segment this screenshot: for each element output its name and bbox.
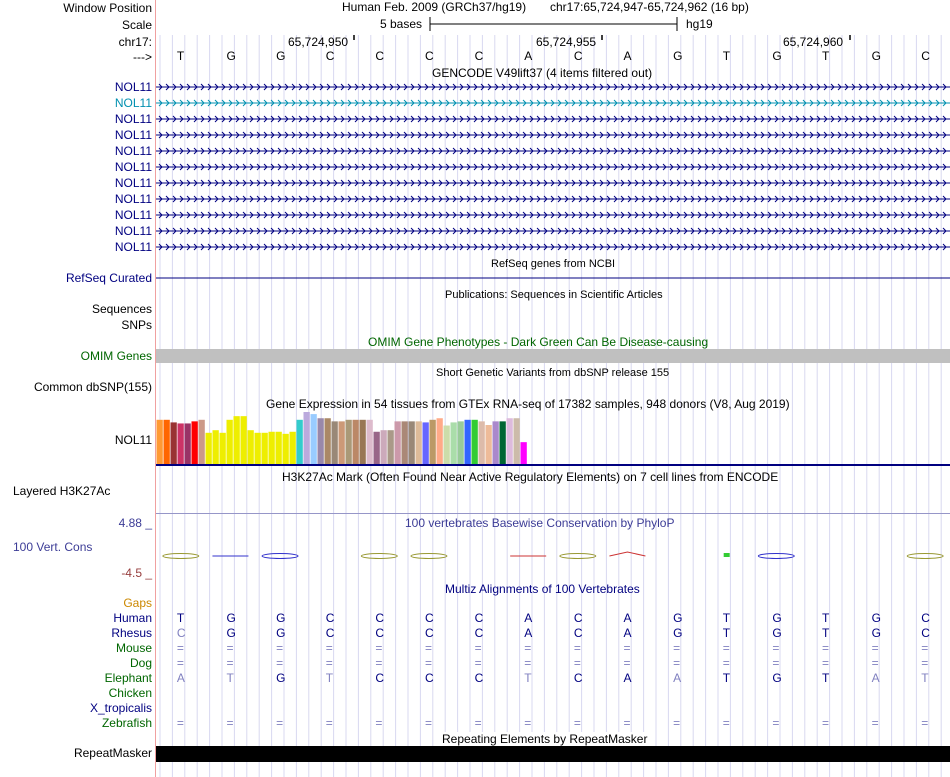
gtex-gene-label[interactable]: NOL11 [114,433,152,447]
alignment-base: = [623,656,631,670]
alignment-base: T [921,671,929,685]
alignment-base: = [871,656,879,670]
gene-label-nol11[interactable]: NOL11 [114,128,152,142]
species-label-chicken: Chicken [108,686,152,700]
repeatmasker-track-title: Repeating Elements by RepeatMasker [442,732,648,746]
tick-label: 65,724,955 [536,35,597,49]
reference-base: C [573,49,583,63]
alignment-base: T [821,626,830,640]
reference-base: A [524,49,533,63]
tick-label: 65,724,960 [783,35,844,49]
alignment-base: = [226,641,234,655]
gene-label-nol11[interactable]: NOL11 [114,176,152,190]
alignment-base: A [623,626,632,640]
alignment-base: = [524,656,532,670]
species-label-zebrafish: Zebrafish [101,716,152,730]
alignment-base: = [673,716,681,730]
window-position-label: Window Position [63,1,152,15]
alignment-base: = [573,716,581,730]
reference-base: G [276,49,286,63]
reference-base: T [176,49,185,63]
alignment-base: T [524,671,532,685]
conservation-max-label: 4.88 _ [118,516,152,530]
alignment-base: C [573,626,583,640]
alignment-base: = [325,641,333,655]
reference-base: G [772,49,782,63]
phylop-track-title: 100 vertebrates Basewise Conservation by PhyloP [405,516,675,530]
omim-track-label[interactable]: OMIM Genes [80,349,152,363]
reference-base: C [474,49,484,63]
alignment-base: C [573,671,583,685]
phylop-mark[interactable] [560,554,596,559]
alignment-base: = [176,656,184,670]
alignment-base: = [375,656,383,670]
phylop-mark[interactable] [411,554,447,559]
phylop-mark[interactable] [724,553,730,557]
alignment-base: T [722,626,731,640]
alignment-base: = [424,656,432,670]
alignment-base: A [623,671,632,685]
gene-label-nol11[interactable]: NOL11 [114,80,152,94]
alignment-base: = [276,656,284,670]
alignment-base: = [474,641,482,655]
alignment-base: A [871,671,880,685]
alignment-base: = [871,716,879,730]
alignment-base: G [276,611,286,625]
alignment-base: A [524,611,533,625]
alignment-base: G [226,626,236,640]
alignment-base: = [226,656,234,670]
gaps-label: Gaps [123,596,152,610]
reference-base: C [921,49,930,63]
reference-base: G [226,49,236,63]
alignment-base: = [772,656,780,670]
alignment-base: = [474,716,482,730]
alignment-base: = [226,716,234,730]
conservation-min-label: -4.5 _ [121,566,152,580]
publications-track-title: Publications: Sequences in Scientific Articles [445,289,663,301]
alignment-base: C [474,671,484,685]
gene-label-nol11[interactable]: NOL11 [114,240,152,254]
alignment-base: C [375,611,384,625]
scale-db: hg19 [686,17,713,31]
species-label-elephant: Elephant [104,671,152,685]
alignment-base: = [524,641,532,655]
alignment-base: T [821,611,830,625]
position-range: chr17:65,724,947-65,724,962 (16 bp) [550,0,749,14]
alignment-base: T [722,611,731,625]
alignment-base: = [424,716,432,730]
repeatmasker-bar[interactable] [156,746,950,762]
alignment-base: G [276,626,286,640]
alignment-base: = [573,641,581,655]
alignment-base: G [276,671,286,685]
gene-label-nol11[interactable]: NOL11 [114,144,152,158]
alignment-base: = [821,641,829,655]
phylop-mark[interactable] [907,554,943,559]
phylop-mark[interactable] [758,554,794,559]
refseq-track-label[interactable]: RefSeq Curated [65,271,152,285]
alignment-base: = [474,656,482,670]
phylop-mark[interactable] [609,552,645,556]
track-labels [0,0,155,777]
dbsnp-track-title: Short Genetic Variants from dbSNP release 155 [436,367,670,379]
sequences-label[interactable]: Sequences [91,302,152,316]
species-label-dog: Dog [129,656,152,670]
alignment-base: G [772,671,782,685]
alignment-base: = [325,656,333,670]
strand-arrow-label[interactable]: ---> [133,50,152,64]
alignment-base: = [821,656,829,670]
gene-label-nol11[interactable]: NOL11 [114,192,152,206]
alignment-base: T [821,671,830,685]
gene-label-nol11[interactable]: NOL11 [114,160,152,174]
alignment-base: C [474,626,484,640]
alignment-base: C [375,671,384,685]
alignment-base: G [871,611,881,625]
alignment-base: = [375,641,383,655]
alignment-base: = [871,641,879,655]
alignment-base: G [871,626,881,640]
alignment-base: = [276,716,284,730]
alignment-base: = [921,716,929,730]
alignment-base: T [226,671,234,685]
chrom-label: chr17: [118,35,152,49]
refseq-track-title: RefSeq genes from NCBI [491,258,616,270]
reference-base: C [375,49,384,63]
alignment-base: = [176,716,184,730]
alignment-base: T [325,671,334,685]
reference-base: G [673,49,683,63]
phylop-mark[interactable] [361,554,397,559]
alignment-base: = [623,641,631,655]
h3k27ac-track-title: H3K27Ac Mark (Often Found Near Active Regulatory Elements) on 7 cell lines from ENCODE [282,470,779,484]
phylop-mark[interactable] [262,554,298,559]
alignment-base: = [623,716,631,730]
gtex-track-title: Gene Expression in 54 tissues from GTEx RNA-seq of 17382 samples, 948 donors (V8, Aug 2019) [266,397,790,411]
alignment-base: = [772,641,780,655]
alignment-base: C [921,626,930,640]
alignment-base: = [821,716,829,730]
tick-label: 65,724,950 [288,35,349,49]
alignment-base: = [673,656,681,670]
alignment-base: A [673,671,682,685]
scale-label: Scale [121,18,152,32]
alignment-base: = [524,716,532,730]
alignment-base: = [375,716,383,730]
alignment-base: A [623,611,632,625]
reference-base: C [424,49,434,63]
repeatmasker-track-label[interactable]: RepeatMasker [73,746,152,760]
alignment-base: C [921,611,930,625]
alignment-base: = [722,641,730,655]
conservation-track-label[interactable]: 100 Vert. Cons [13,540,93,554]
alignment-base: C [424,611,434,625]
reference-base: G [871,49,881,63]
alignment-base: = [772,716,780,730]
alignment-base: T [176,611,185,625]
alignment-base: C [474,611,484,625]
gene-label-nol11[interactable]: NOL11 [114,96,152,110]
species-label-rhesus: Rhesus [111,626,152,640]
alignment-base: C [573,611,583,625]
dbsnp-track-label[interactable]: Common dbSNP(155) [33,380,152,394]
alignment-base: = [573,656,581,670]
multiz-track-title: Multiz Alignments of 100 Vertebrates [445,582,640,596]
phylop-marks[interactable] [156,0,950,580]
gencode-track-title: GENCODE V49lift37 (4 items filtered out) [432,66,653,80]
snps-label[interactable]: SNPs [121,318,152,332]
alignment-base: G [772,611,782,625]
alignment-base: C [424,671,434,685]
omim-track-title: OMIM Gene Phenotypes - Dark Green Can Be Disease-causing [368,335,709,349]
alignment-base: T [722,671,731,685]
assembly-label: Human Feb. 2009 (GRCh37/hg19) [342,0,527,14]
alignment-base: = [921,641,929,655]
alignment-base: = [673,641,681,655]
gene-label-nol11[interactable]: NOL11 [114,224,152,238]
track-data-area[interactable] [156,0,950,777]
alignment-base: G [772,626,782,640]
alignment-base: G [226,611,236,625]
h3k27ac-track-label[interactable]: Layered H3K27Ac [13,484,111,498]
alignment-base: C [325,611,335,625]
alignment-base: = [176,641,184,655]
species-label-mouse: Mouse [115,641,152,655]
alignment-base: = [722,716,730,730]
reference-base: T [722,49,731,63]
alignment-base: = [276,641,284,655]
gene-label-nol11[interactable]: NOL11 [114,208,152,222]
reference-base: A [623,49,632,63]
alignment-base: A [176,671,185,685]
alignment-base: = [424,641,432,655]
alignment-base: A [524,626,533,640]
alignment-base: = [325,716,333,730]
alignment-base: C [375,626,384,640]
alignment-base: C [424,626,434,640]
reference-base: C [325,49,335,63]
species-label-x-tropicalis: X_tropicalis [89,701,152,715]
scale-bar-text: 5 bases [380,17,423,31]
alignment-base: G [673,611,683,625]
species-label-human: Human [113,611,152,625]
reference-base: T [821,49,830,63]
alignment-base: G [673,626,683,640]
alignment-base: C [325,626,335,640]
alignment-base: = [722,656,730,670]
gene-label-nol11[interactable]: NOL11 [114,112,152,126]
alignment-base: C [176,626,186,640]
alignment-base: = [921,656,929,670]
phylop-mark[interactable] [163,554,199,559]
